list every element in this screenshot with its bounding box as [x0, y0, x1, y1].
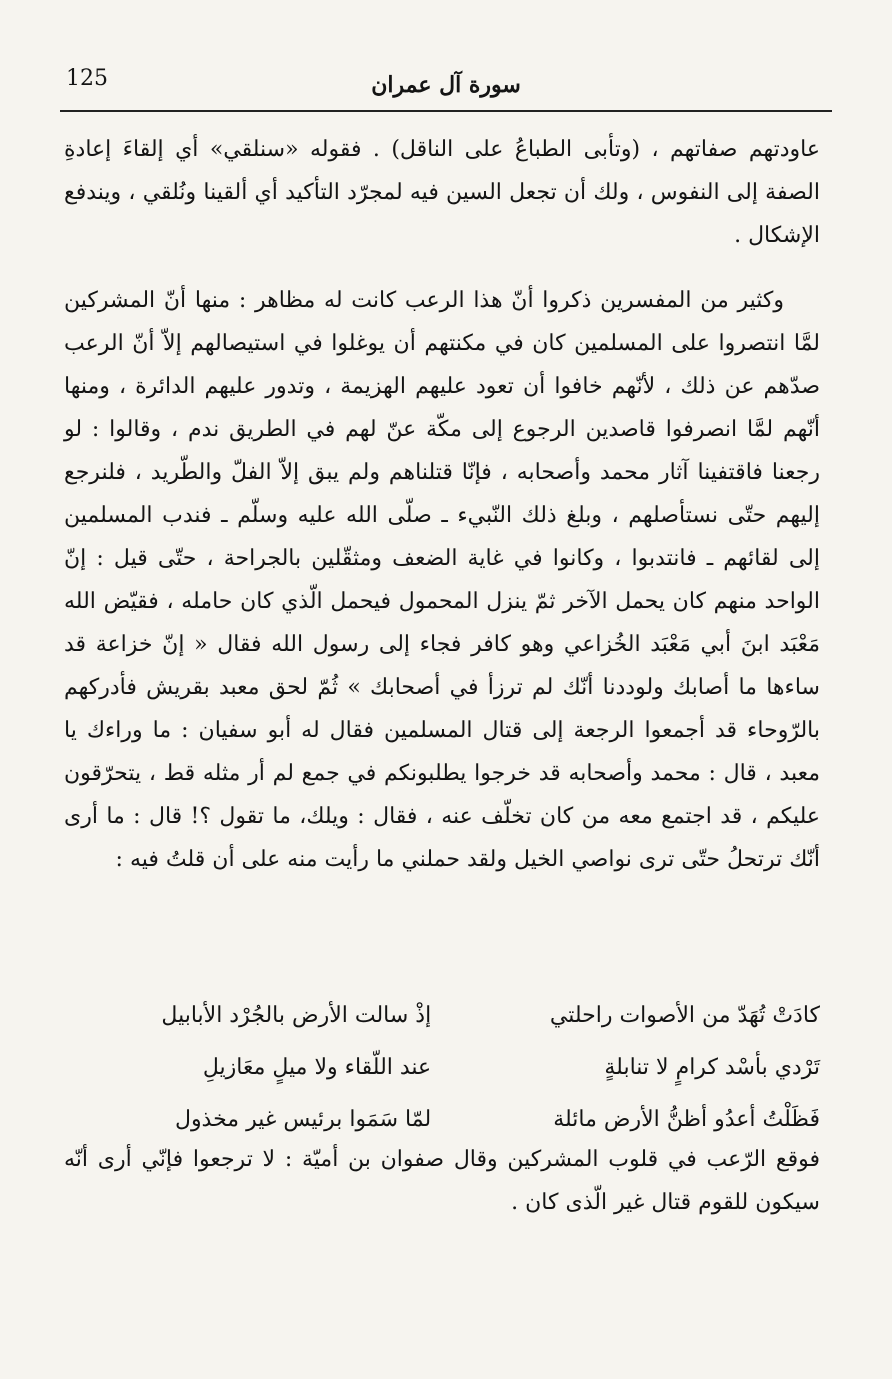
paragraph-2: وكثير من المفسرين ذكروا أنّ هذا الرعب كانت له مظاهر : منها أنّ المشركين لمَّا انتصروا على المسلمين كان في مكنتهم أن يوغلوا في استيصالهم إلاّ أنّ الرعب صدّهم عن ذلك ، لأنّهم خافوا أن تعود عليهم الهزيمة ، وتدور عليهم الدائرة ، ومنها أنّهم لمَّا انصرفوا قاصدين الرجوع إلى مكّة عنّ لهم في الطريق ندم ، وقالوا : لو رجعنا فاقتفينا آثار محمد وأصحابه ، فإنّا قتلناهم ولم يبق إلاّ الفلّ والطّريد ، فلنرجع إليهم حتّى نستأصلهم ، وبلغ ذلك النّبيء ـ صلّى الله عليه وسلّم ـ فندب المسلمين إلى لقائهم ـ فانتدبوا ، وكانوا في غاية الضعف ومثقّلين بالجراحة ، حتّى قيل : إنّ الواحد منهم كان يحمل الآخر ثمّ ينزل المحمول فيحمل الّذي كان حامله ، فقيّض الله مَعْبَد ابنَ أبي مَعْبَد الخُزاعي وهو كافر فجاء إلى رسول الله فقال « إنّ خزاعة قد ساءها ما أصابك ولوددنا أنّك لم ترزأ في أصحابك » ثُمّ لحق معبد بقريش فأدركهم بالرّوحاء قد أجمعوا الرجعة إلى قتال المسلمين فقال له أبو سفيان : ما وراءك يا معبد ، قال : محمد وأصحابه قد خرجوا يطلبونكم في جمع لم أر مثله قط ، يتحرّقون عليكم ، قد اجتمع معه من كان تخلّف عنه ، فقال : ويلك، ما تقول ؟! قال : ما أرى أنّك ترتحلُ حتّى ترى نواصي الخيل ولقد حملني ما رأيت منه على أن قلتُ فيه : — [64, 288, 820, 872]
verse-first-hemistich: كادَتْ تُهَدّ من الأصوات راحلتي — [549, 1003, 820, 1028]
body-text — [64, 128, 820, 881]
verse-second-hemistich: لمّا سَمَوا برئيس غير مخذول — [174, 1107, 432, 1132]
verse-second-hemistich: إذْ سالت الأرض بالجُرْد الأبابيل — [161, 1003, 432, 1028]
header-rule — [60, 110, 832, 112]
verse-first-hemistich: فَظَلْتُ أعدُو أظنُّ الأرض مائلة — [553, 1107, 820, 1132]
paragraph-1: عاودتهم صفاتهم ، (وتأبى الطباعُ على الناقل) . فقوله «سنلقي» أي إلقاءَ إعادةِ الصفة إلى النفوس ، ولك أن تجعل السين فيه لمجرّد التأكيد أي ألقينا ونُلقي ، ويندفع الإشكال . — [64, 137, 820, 248]
poem-verse — [100, 990, 820, 1042]
poem — [100, 990, 820, 1146]
page-number: 125 — [66, 66, 108, 91]
paragraph-gap — [64, 257, 820, 279]
verse-first-hemistich: تَرْدي بأسْد كرامٍ لا تنابلةٍ — [604, 1055, 820, 1080]
closing-paragraph: فوقع الرّعب في قلوب المشركين وقال صفوان بن أميّة : لا ترجعوا فإنّي أرى أنّه سيكون للقوم قتال غير الّذى كان . — [64, 1147, 820, 1215]
running-head-title: سورة آل عمران — [371, 72, 521, 98]
closing-paragraph-block — [64, 1138, 820, 1224]
verse-second-hemistich: عند اللّقاء ولا ميلٍ معَازيلِ — [202, 1055, 432, 1080]
poem-verse — [100, 1042, 820, 1094]
